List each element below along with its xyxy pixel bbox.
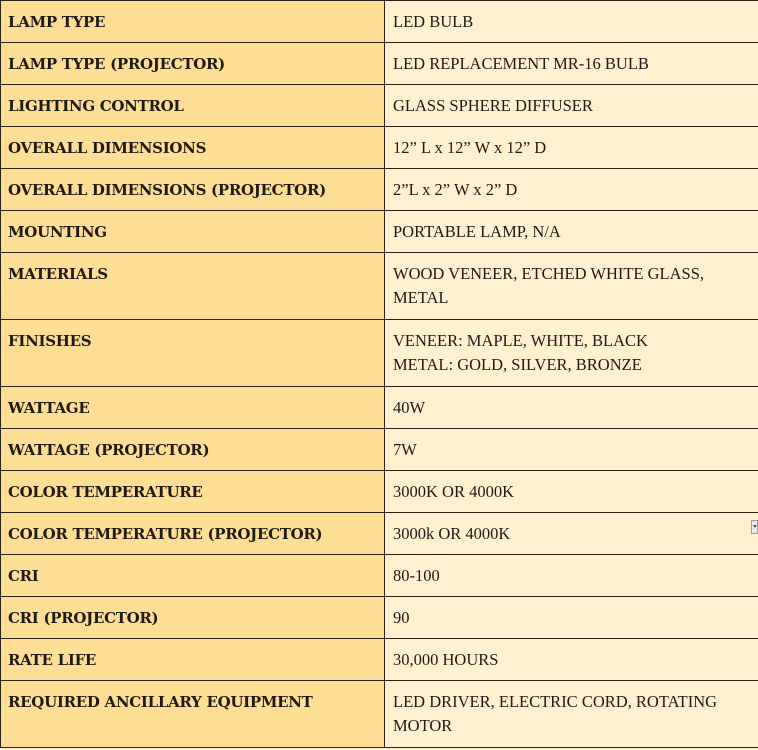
spec-value: 80-100 — [385, 555, 758, 597]
table-row — [1, 169, 758, 211]
table-row — [1, 320, 758, 387]
table-row — [1, 555, 758, 597]
spec-value: 3000k OR 4000K — [385, 513, 758, 555]
spec-label: FINISHES — [1, 320, 385, 387]
table-row — [1, 681, 758, 748]
spec-value: 30,000 HOURS — [385, 639, 758, 681]
spec-label: LAMP TYPE (PROJECTOR) — [1, 43, 385, 85]
spec-label: COLOR TEMPERATURE — [1, 471, 385, 513]
spec-value: 7W — [385, 429, 758, 471]
spec-value: LED BULB — [385, 1, 758, 43]
spec-label: WATTAGE — [1, 387, 385, 429]
table-row — [1, 127, 758, 169]
table-row — [1, 513, 758, 555]
spec-label: WATTAGE (PROJECTOR) — [1, 429, 385, 471]
table-row — [1, 211, 758, 253]
spec-value: 12” L x 12” W x 12” D — [385, 127, 758, 169]
spec-value: 90 — [385, 597, 758, 639]
spec-value: VENEER: MAPLE, WHITE, BLACK METAL: GOLD, SILVER, BRONZE — [385, 320, 758, 387]
spec-value: 3000K OR 4000K — [385, 471, 758, 513]
spec-label: LIGHTING CONTROL — [1, 85, 385, 127]
spec-value: 40W — [385, 387, 758, 429]
table-row — [1, 85, 758, 127]
spec-value: PORTABLE LAMP, N/A — [385, 211, 758, 253]
spec-label: MATERIALS — [1, 253, 385, 320]
spec-value: LED REPLACEMENT MR-16 BULB — [385, 43, 758, 85]
spec-value: LED DRIVER, ELECTRIC CORD, ROTATING MOTOR — [385, 681, 758, 748]
spec-label: COLOR TEMPERATURE (PROJECTOR) — [1, 513, 385, 555]
spec-label: REQUIRED ANCILLARY EQUIPMENT — [1, 681, 385, 748]
table-row — [1, 597, 758, 639]
spec-label: CRI (PROJECTOR) — [1, 597, 385, 639]
table-row — [1, 43, 758, 85]
spec-label: RATE LIFE — [1, 639, 385, 681]
spec-label: CRI — [1, 555, 385, 597]
table-row — [1, 1, 758, 43]
table-row — [1, 471, 758, 513]
spec-label: OVERALL DIMENSIONS — [1, 127, 385, 169]
table-row — [1, 253, 758, 320]
table-row — [1, 429, 758, 471]
spec-value: WOOD VENEER, ETCHED WHITE GLASS, METAL — [385, 253, 758, 320]
spec-label: LAMP TYPE — [1, 1, 385, 43]
spec-label: MOUNTING — [1, 211, 385, 253]
spec-label: OVERALL DIMENSIONS (PROJECTOR) — [1, 169, 385, 211]
chevron-down-icon[interactable] — [751, 520, 758, 534]
table-row — [1, 639, 758, 681]
spec-value: 2”L x 2” W x 2” D — [385, 169, 758, 211]
table-row — [1, 387, 758, 429]
spec-value: GLASS SPHERE DIFFUSER — [385, 85, 758, 127]
